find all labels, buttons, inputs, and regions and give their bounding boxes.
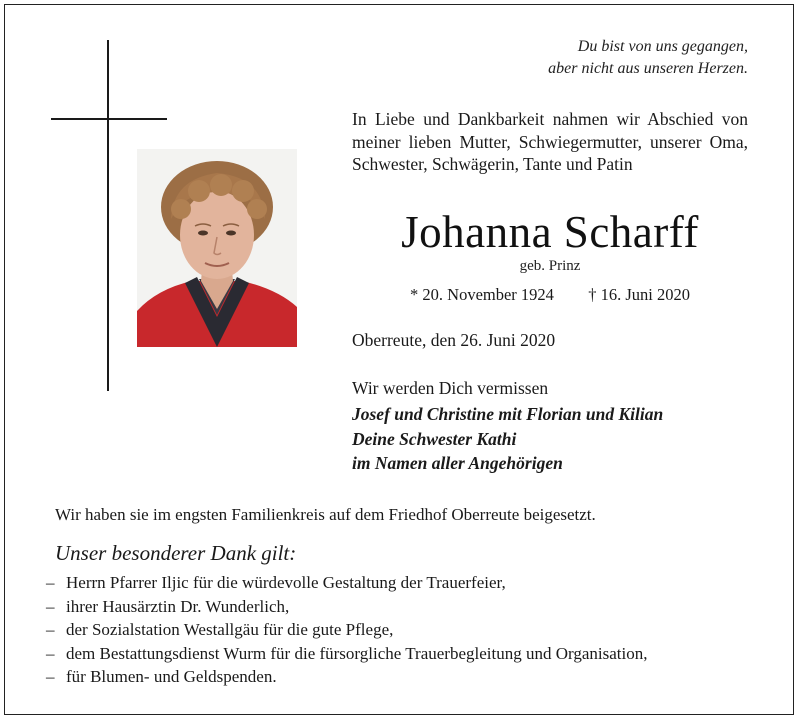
- mourners-list: [352, 402, 663, 476]
- dash-icon: –: [46, 620, 55, 639]
- birth-date: 20. November 1924: [422, 285, 554, 304]
- quote-line-2: aber nicht aus unseren Herzen.: [548, 60, 748, 77]
- intro-text: In Liebe und Dankbarkeit nahmen wir Abschied von meiner lieben Mutter, Schwiegermutter, unserer Oma, Schwester, Schwägerin, Tante und Patin: [352, 109, 748, 174]
- dash-icon: –: [46, 573, 55, 592]
- thanks-item: [46, 665, 647, 689]
- birth-name: geb. Prinz: [519, 258, 581, 274]
- dash-icon: –: [46, 596, 55, 616]
- cross-horizontal-bar: [51, 118, 167, 120]
- thanks-list: [46, 571, 647, 689]
- mourner-line: Deine Schwester Kathi: [352, 428, 517, 449]
- death-date: 16. Juni 2020: [600, 285, 690, 304]
- thanks-item-text: der Sozialstation Westallgäu für die gute Pflege,: [66, 620, 394, 639]
- thanks-item: [46, 571, 647, 595]
- miss-line: Wir werden Dich vermissen: [352, 378, 549, 398]
- thanks-item-text: ihrer Hausärztin Dr. Wunderlich,: [66, 596, 290, 616]
- deceased-name: Johanna Scharff: [401, 207, 699, 257]
- dash-icon: –: [46, 667, 55, 686]
- dash-icon: –: [46, 643, 55, 663]
- life-dates: [352, 285, 748, 305]
- mourner-line: Josef und Christine mit Florian und Kilian: [352, 404, 664, 424]
- quote-line-1: Du bist von uns gegangen,: [577, 38, 748, 55]
- cross-vertical-bar: [107, 40, 109, 391]
- thanks-item-text: dem Bestattungsdienst Wurm für die fürsorgliche Trauerbegleitung und Organisation,: [66, 643, 648, 663]
- burial-note: Wir haben sie im engsten Familienkreis auf dem Friedhof Oberreute beigesetzt.: [55, 505, 596, 524]
- thanks-item-text: Herrn Pfarrer Iljic für die würdevolle Gestaltung der Trauerfeier,: [66, 573, 506, 592]
- mourner-line: im Namen aller Angehörigen: [352, 453, 563, 473]
- dagger-icon: †: [588, 285, 597, 304]
- thanks-item: [46, 618, 647, 642]
- thanks-item: [46, 595, 647, 619]
- memorial-quote: [548, 36, 748, 80]
- thanks-item: [46, 642, 647, 666]
- thanks-heading: Unser besonderer Dank gilt:: [55, 541, 297, 565]
- place-and-date: Oberreute, den 26. Juni 2020: [352, 330, 556, 350]
- portrait-photo: [137, 149, 297, 347]
- star-icon: *: [410, 285, 419, 304]
- thanks-item-text: für Blumen- und Geldspenden.: [66, 667, 277, 686]
- portrait-illustration: [137, 149, 297, 347]
